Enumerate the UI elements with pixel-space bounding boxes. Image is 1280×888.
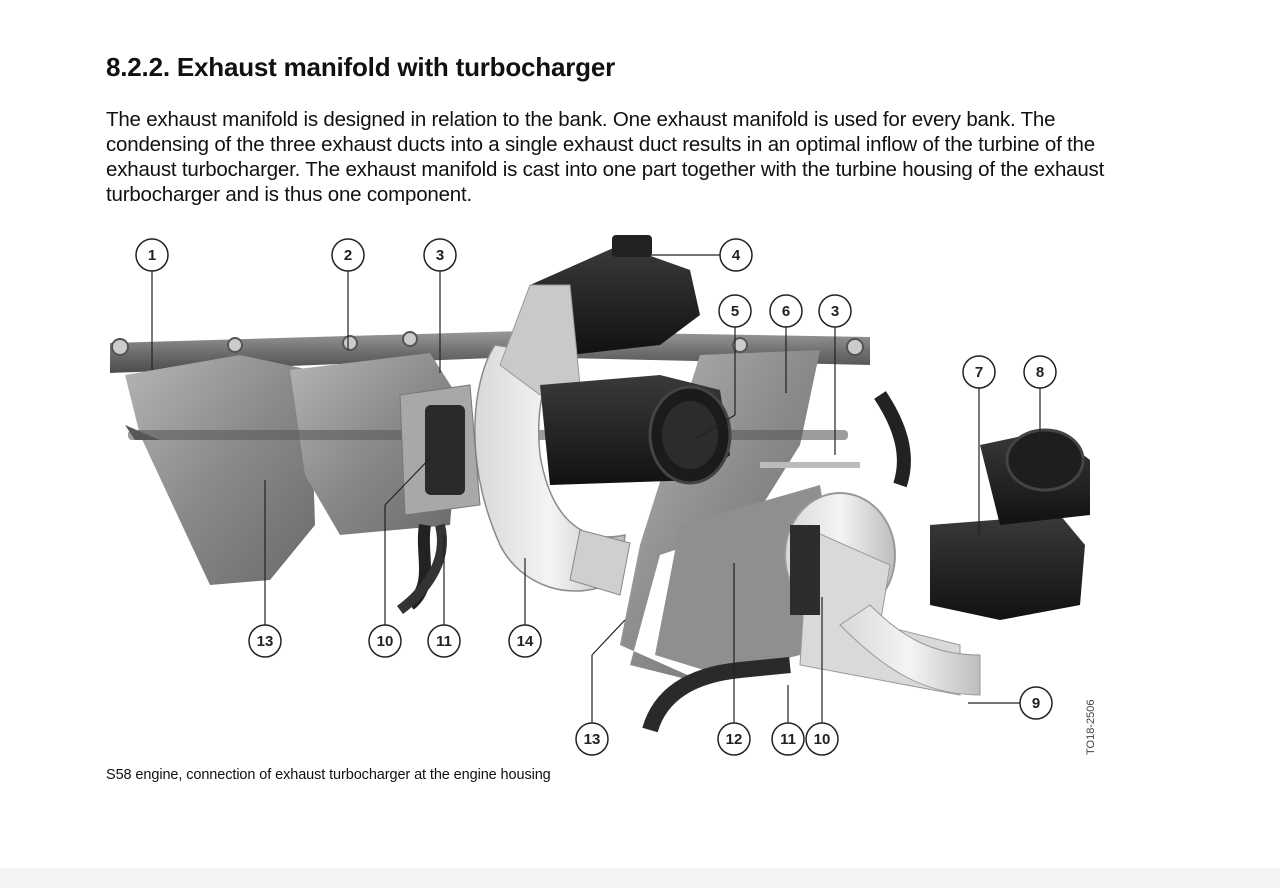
callout-11-bottom: 11 bbox=[780, 731, 796, 748]
intake-duct-center bbox=[540, 375, 730, 485]
section-heading: 8.2.2. Exhaust manifold with turbocharger bbox=[106, 52, 616, 82]
callout-14: 14 bbox=[516, 633, 534, 650]
callout-1: 1 bbox=[147, 247, 157, 264]
page-bottom-strip bbox=[0, 868, 1280, 888]
callout-10-left: 10 bbox=[376, 633, 394, 650]
callout-13-left: 13 bbox=[256, 633, 274, 650]
callout-7: 7 bbox=[974, 364, 984, 381]
callout-3: 3 bbox=[435, 247, 445, 264]
callout-9: 9 bbox=[1031, 695, 1041, 712]
callout-3-right: 3 bbox=[830, 303, 840, 320]
callout-12: 12 bbox=[725, 731, 743, 748]
callout-13-bottom: 13 bbox=[583, 731, 601, 748]
section-paragraph: The exhaust manifold is designed in relation to the bank. One exhaust manifold is used for every bank. The condensing of the three exhaust ducts into a single exhaust duct results in an optimal inflow of the turbine of the exhaust turbocharger. The exhaust manifold is cast into one part together with the turbine housing of the exhaust turbocharger and is thus one component. bbox=[106, 108, 1105, 206]
figure-caption: S58 engine, connection of exhaust turbocharger at the engine housing bbox=[106, 767, 551, 783]
callout-8: 8 bbox=[1035, 364, 1045, 381]
turbocharger-left bbox=[400, 385, 480, 605]
callout-5: 5 bbox=[730, 303, 740, 320]
callout-10-bottom: 10 bbox=[813, 731, 831, 748]
component-illustration bbox=[100, 225, 1110, 765]
callout-2: 2 bbox=[343, 247, 353, 264]
figure-code: TO18-2506 bbox=[1085, 699, 1097, 755]
callout-4: 4 bbox=[731, 247, 741, 264]
callout-6: 6 bbox=[781, 303, 791, 320]
wastegate-actuator-top bbox=[500, 235, 700, 395]
callout-11-left: 11 bbox=[436, 633, 452, 650]
manifold-turbocharger-figure bbox=[100, 225, 1110, 765]
